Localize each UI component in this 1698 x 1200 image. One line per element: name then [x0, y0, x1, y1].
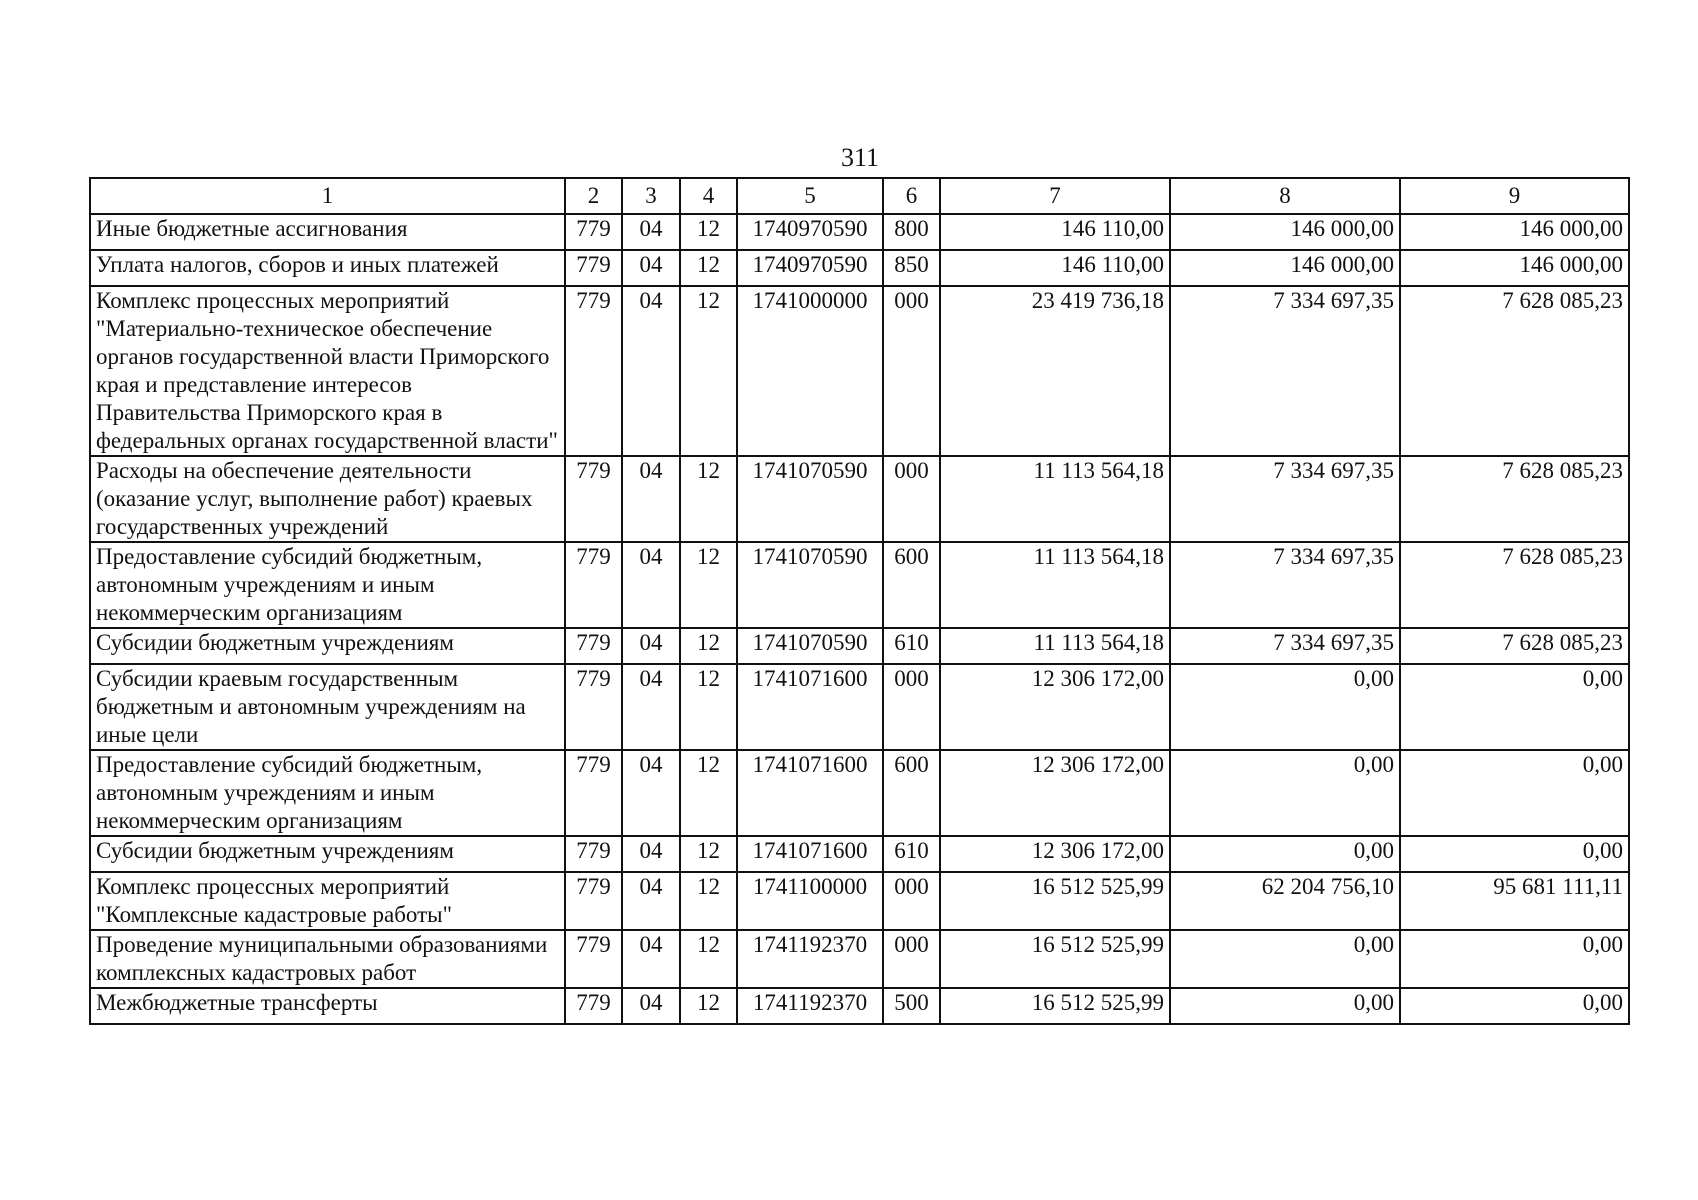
section-code: 04 [622, 872, 680, 930]
amount-col8: 0,00 [1170, 750, 1400, 836]
expense-type-code: 850 [883, 250, 940, 286]
expense-type-code: 500 [883, 988, 940, 1024]
ministry-code: 779 [565, 836, 622, 872]
amount-col7: 11 113 564,18 [940, 456, 1170, 542]
amount-col8: 7 334 697,35 [1170, 542, 1400, 628]
amount-col9: 146 000,00 [1400, 214, 1629, 250]
table-row [90, 930, 1629, 988]
amount-col8: 7 334 697,35 [1170, 456, 1400, 542]
expense-name: Предоставление субсидий бюджетным, автономным учреждениям и иным некоммерческим организациям [90, 750, 565, 836]
table-row [90, 750, 1629, 836]
ministry-code: 779 [565, 872, 622, 930]
target-article-code: 1740970590 [737, 214, 883, 250]
amount-col9: 0,00 [1400, 930, 1629, 988]
table-row [90, 250, 1629, 286]
amount-col8: 0,00 [1170, 836, 1400, 872]
amount-col8: 146 000,00 [1170, 250, 1400, 286]
amount-col9: 95 681 111,11 [1400, 872, 1629, 930]
column-header: 6 [883, 178, 940, 214]
subsection-code: 12 [680, 628, 737, 664]
amount-col7: 11 113 564,18 [940, 542, 1170, 628]
amount-col9: 0,00 [1400, 664, 1629, 750]
subsection-code: 12 [680, 214, 737, 250]
target-article-code: 1741070590 [737, 628, 883, 664]
expense-name: Уплата налогов, сборов и иных платежей [90, 250, 565, 286]
amount-col7: 12 306 172,00 [940, 836, 1170, 872]
expense-name: Предоставление субсидий бюджетным, автономным учреждениям и иным некоммерческим организациям [90, 542, 565, 628]
amount-col8: 62 204 756,10 [1170, 872, 1400, 930]
section-code: 04 [622, 836, 680, 872]
expense-type-code: 800 [883, 214, 940, 250]
ministry-code: 779 [565, 214, 622, 250]
ministry-code: 779 [565, 456, 622, 542]
amount-col7: 16 512 525,99 [940, 930, 1170, 988]
expense-name: Проведение муниципальными образованиями комплексных кадастровых работ [90, 930, 565, 988]
amount-col7: 16 512 525,99 [940, 872, 1170, 930]
amount-col8: 7 334 697,35 [1170, 286, 1400, 456]
section-code: 04 [622, 664, 680, 750]
expense-type-code: 610 [883, 628, 940, 664]
amount-col9: 146 000,00 [1400, 250, 1629, 286]
amount-col8: 7 334 697,35 [1170, 628, 1400, 664]
amount-col7: 12 306 172,00 [940, 664, 1170, 750]
expense-type-code: 000 [883, 872, 940, 930]
subsection-code: 12 [680, 872, 737, 930]
page-number: 311 [840, 143, 880, 172]
section-code: 04 [622, 542, 680, 628]
expense-type-code: 000 [883, 456, 940, 542]
amount-col8: 0,00 [1170, 664, 1400, 750]
subsection-code: 12 [680, 542, 737, 628]
column-header: 1 [90, 178, 565, 214]
ministry-code: 779 [565, 750, 622, 836]
table-row [90, 664, 1629, 750]
target-article-code: 1741071600 [737, 836, 883, 872]
table-row [90, 872, 1629, 930]
table-row [90, 214, 1629, 250]
expense-name: Комплекс процессных мероприятий "Комплексные кадастровые работы" [90, 872, 565, 930]
section-code: 04 [622, 628, 680, 664]
amount-col9: 0,00 [1400, 750, 1629, 836]
subsection-code: 12 [680, 456, 737, 542]
amount-col7: 16 512 525,99 [940, 988, 1170, 1024]
expense-name: Субсидии краевым государственным бюджетным и автономным учреждениям на иные цели [90, 664, 565, 750]
amount-col8: 0,00 [1170, 988, 1400, 1024]
expense-name: Субсидии бюджетным учреждениям [90, 836, 565, 872]
expense-name: Субсидии бюджетным учреждениям [90, 628, 565, 664]
table-row [90, 988, 1629, 1024]
section-code: 04 [622, 456, 680, 542]
expense-type-code: 610 [883, 836, 940, 872]
amount-col9: 7 628 085,23 [1400, 456, 1629, 542]
subsection-code: 12 [680, 988, 737, 1024]
ministry-code: 779 [565, 628, 622, 664]
table-row [90, 286, 1629, 456]
column-header: 7 [940, 178, 1170, 214]
amount-col8: 146 000,00 [1170, 214, 1400, 250]
ministry-code: 779 [565, 664, 622, 750]
target-article-code: 1741071600 [737, 664, 883, 750]
section-code: 04 [622, 250, 680, 286]
amount-col9: 7 628 085,23 [1400, 286, 1629, 456]
subsection-code: 12 [680, 664, 737, 750]
table-row [90, 542, 1629, 628]
amount-col9: 0,00 [1400, 836, 1629, 872]
table-row [90, 456, 1629, 542]
column-header: 5 [737, 178, 883, 214]
target-article-code: 1741070590 [737, 542, 883, 628]
subsection-code: 12 [680, 836, 737, 872]
expense-type-code: 000 [883, 930, 940, 988]
column-header: 8 [1170, 178, 1400, 214]
target-article-code: 1741000000 [737, 286, 883, 456]
target-article-code: 1741100000 [737, 872, 883, 930]
ministry-code: 779 [565, 542, 622, 628]
amount-col9: 7 628 085,23 [1400, 542, 1629, 628]
amount-col8: 0,00 [1170, 930, 1400, 988]
subsection-code: 12 [680, 930, 737, 988]
subsection-code: 12 [680, 250, 737, 286]
table-row [90, 836, 1629, 872]
expense-type-code: 000 [883, 664, 940, 750]
amount-col9: 7 628 085,23 [1400, 628, 1629, 664]
section-code: 04 [622, 988, 680, 1024]
section-code: 04 [622, 750, 680, 836]
expense-type-code: 600 [883, 542, 940, 628]
expense-name: Межбюджетные трансферты [90, 988, 565, 1024]
amount-col7: 11 113 564,18 [940, 628, 1170, 664]
amount-col7: 146 110,00 [940, 250, 1170, 286]
section-code: 04 [622, 930, 680, 988]
target-article-code: 1741192370 [737, 930, 883, 988]
column-header: 2 [565, 178, 622, 214]
amount-col7: 146 110,00 [940, 214, 1170, 250]
expense-type-code: 600 [883, 750, 940, 836]
expense-name: Расходы на обеспечение деятельности (оказание услуг, выполнение работ) краевых государственных учреждений [90, 456, 565, 542]
target-article-code: 1740970590 [737, 250, 883, 286]
amount-col7: 12 306 172,00 [940, 750, 1170, 836]
ministry-code: 779 [565, 250, 622, 286]
column-header: 4 [680, 178, 737, 214]
target-article-code: 1741071600 [737, 750, 883, 836]
column-header: 9 [1400, 178, 1629, 214]
table-row [90, 628, 1629, 664]
ministry-code: 779 [565, 286, 622, 456]
subsection-code: 12 [680, 750, 737, 836]
ministry-code: 779 [565, 930, 622, 988]
amount-col9: 0,00 [1400, 988, 1629, 1024]
target-article-code: 1741192370 [737, 988, 883, 1024]
header-row [90, 178, 1629, 214]
expense-type-code: 000 [883, 286, 940, 456]
expense-name: Комплекс процессных мероприятий "Материально-техническое обеспечение органов государственной власти Приморского края и представление интересов Правительства Приморского края в федеральных органах государственной власти" [90, 286, 565, 456]
target-article-code: 1741070590 [737, 456, 883, 542]
amount-col7: 23 419 736,18 [940, 286, 1170, 456]
budget-table [89, 177, 1630, 1025]
section-code: 04 [622, 286, 680, 456]
ministry-code: 779 [565, 988, 622, 1024]
section-code: 04 [622, 214, 680, 250]
column-header: 3 [622, 178, 680, 214]
subsection-code: 12 [680, 286, 737, 456]
expense-name: Иные бюджетные ассигнования [90, 214, 565, 250]
